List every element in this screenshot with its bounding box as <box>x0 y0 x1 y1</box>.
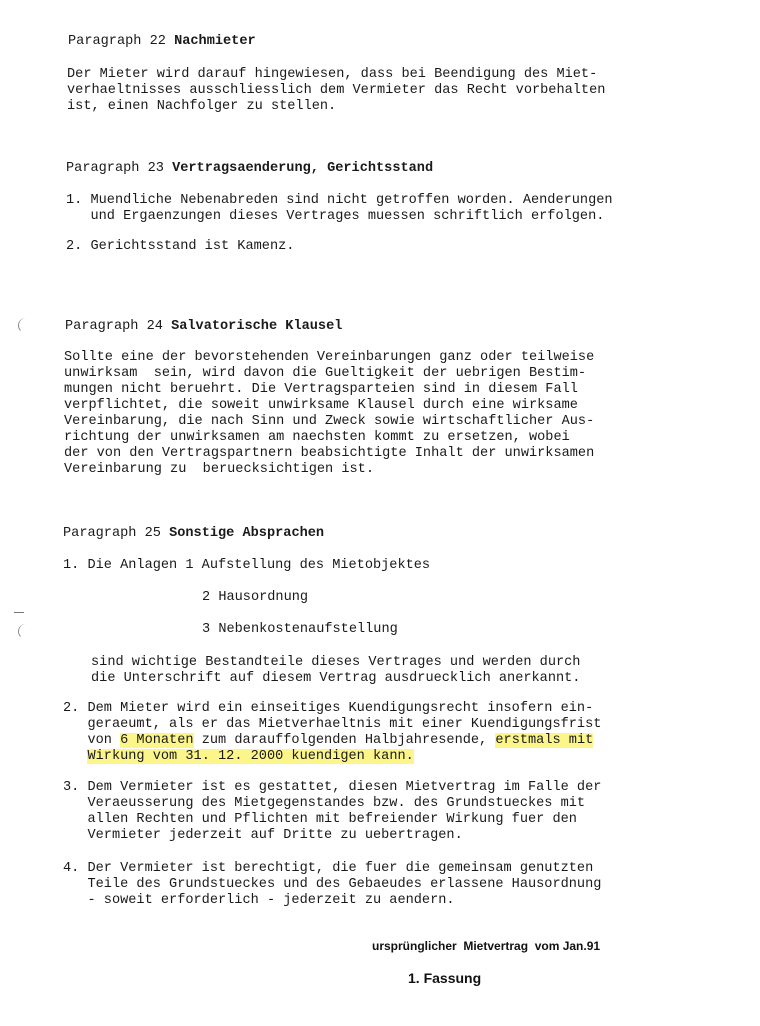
text-line: Vermieter jederzeit auf Dritte zu uebertragen. <box>63 828 463 843</box>
text-line: 2. Gerichtsstand ist Kamenz. <box>66 239 295 254</box>
text-line: Vereinbarung, die nach Sinn und Zweck sowie wirtschaftlicher Aus- <box>64 414 595 429</box>
paragraph-title: Sonstige Absprachen <box>169 526 325 541</box>
paragraph-23-heading <box>66 161 433 177</box>
text-line: 1. Die Anlagen 1 Aufstellung des Mietobjektes <box>63 558 431 573</box>
footer-note: ursprünglicher Mietvertrag vom Jan.91 <box>372 939 601 953</box>
paragraph-24-heading <box>65 319 342 335</box>
highlighted-text: erstmals mit <box>495 733 594 748</box>
text-line: der von den Vertragspartnern beabsichtigte Inhalt der unwirksamen <box>64 446 595 461</box>
paragraph-25-item-4 <box>63 861 601 909</box>
text-segment: von <box>63 733 121 748</box>
paragraph-number: Paragraph 22 <box>68 34 166 49</box>
punch-mark <box>18 318 27 333</box>
paragraph-number: Paragraph 25 <box>63 526 161 541</box>
text-line: Veraeusserung des Mietgegenstandes bzw. des Grundstueckes mit <box>63 796 586 811</box>
text-segment <box>63 749 87 764</box>
paragraph-25-item-1-lead <box>63 558 430 574</box>
paragraph-24-body <box>64 350 594 478</box>
text-line: die Unterschrift auf diesem Vertrag ausdruecklich anerkannt. <box>91 671 581 686</box>
paragraph-22-heading <box>68 34 256 50</box>
text-line: Teile des Grundstueckes und des Gebaeudes erlassene Hausordnung <box>63 877 602 892</box>
text-line: Der Mieter wird darauf hingewiesen, dass bei Beendigung des Miet- <box>67 67 598 82</box>
punch-mark <box>18 624 27 639</box>
highlighted-text: 6 Monaten <box>120 733 194 748</box>
paragraph-title: Vertragsaenderung, Gerichtsstand <box>172 161 434 176</box>
text-line: ist, einen Nachfolger zu stellen. <box>67 99 337 114</box>
text-line: Sollte eine der bevorstehenden Vereinbarungen ganz oder teilweise <box>64 350 595 365</box>
text-line: geraeumt, als er das Mietverhaeltnis mit einer Kuendigungsfrist <box>63 717 602 732</box>
text-line: 1. Muendliche Nebenabreden sind nicht getroffen worden. Aenderungen <box>66 193 613 208</box>
text-line: mungen nicht beruehrt. Die Vertragsparteien sind in diesem Fall <box>64 382 578 397</box>
text-line <box>63 749 601 765</box>
highlighted-text: Wirkung vom 31. 12. 2000 kuendigen kann. <box>87 749 414 764</box>
text-segment: zum darauffolgenden Halbjahresende, <box>193 733 496 748</box>
paragraph-25-heading <box>63 526 324 542</box>
text-line: sind wichtige Bestandteile dieses Vertrages und werden durch <box>91 655 581 670</box>
text-line <box>63 733 601 749</box>
attachment-2 <box>202 590 308 606</box>
text-line: richtung der unwirksamen am naechsten kommt zu ersetzen, wobei <box>64 430 570 445</box>
text-line: Vereinbarung zu beruecksichtigen ist. <box>64 462 374 477</box>
paragraph-title: Salvatorische Klausel <box>171 319 343 334</box>
punch-mark <box>14 612 24 613</box>
footer-version: 1. Fassung <box>408 970 482 986</box>
attachment-3 <box>202 622 398 638</box>
text-line: und Ergaenzungen dieses Vertrages muessen schriftlich erfolgen. <box>66 209 605 224</box>
paragraph-22-body <box>67 67 605 115</box>
text-line: verpflichtet, die soweit unwirksame Klausel durch eine wirksame <box>64 398 578 413</box>
paragraph-23-item-2 <box>66 239 294 255</box>
text-line: unwirksam sein, wird davon die Gueltigkeit der uebrigen Bestim- <box>64 366 587 381</box>
paragraph-23-item-1 <box>66 193 613 225</box>
text-line: 3 Nebenkostenaufstellung <box>202 622 398 637</box>
text-line: allen Rechten und Pflichten mit befreiender Wirkung fuer den <box>63 812 577 827</box>
text-line: 2. Dem Mieter wird ein einseitiges Kuendigungsrecht insofern ein- <box>63 701 594 716</box>
paragraph-25-item-2 <box>63 701 601 765</box>
paragraph-number: Paragraph 24 <box>65 319 163 334</box>
text-line: - soweit erforderlich - jederzeit zu aendern. <box>63 893 455 908</box>
text-line: 2 Hausordnung <box>202 590 309 605</box>
text-line: verhaeltnisses ausschliesslich dem Vermieter das Recht vorbehalten <box>67 83 606 98</box>
text-line: 3. Dem Vermieter ist es gestattet, diesen Mietvertrag im Falle der <box>63 780 602 795</box>
paragraph-number: Paragraph 23 <box>66 161 164 176</box>
paragraph-25-item-1-tail <box>91 655 580 687</box>
paragraph-25-item-3 <box>63 780 601 844</box>
paragraph-title: Nachmieter <box>174 34 256 49</box>
text-line: 4. Der Vermieter ist berechtigt, die fuer die gemeinsam genutzten <box>63 861 594 876</box>
